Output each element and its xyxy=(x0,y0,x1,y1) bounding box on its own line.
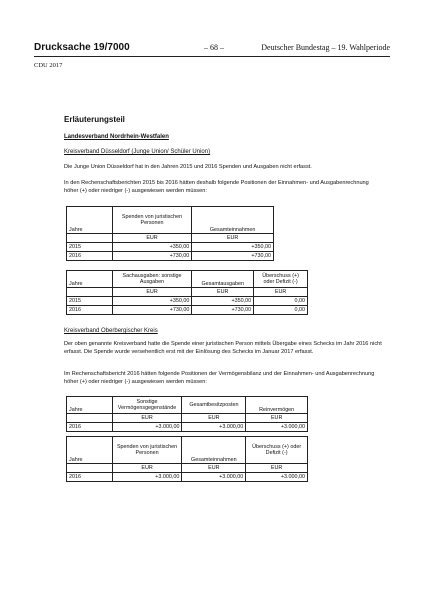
kv2-table-income xyxy=(66,436,308,482)
table-cell: 2015 xyxy=(67,243,113,252)
table-unit-cell: EUR xyxy=(192,234,274,243)
kv2-table-assets xyxy=(66,396,308,432)
table-cell: +350,00 xyxy=(112,297,192,306)
table-unit-cell: EUR xyxy=(182,464,246,473)
section-title: Erläuterungsteil xyxy=(64,115,125,124)
table-cell: +730,00 xyxy=(192,306,254,315)
table-cell: +730,00 xyxy=(192,252,274,261)
table-row xyxy=(67,423,308,432)
kv2-paragraph-2: Im Rechenschaftsbericht 2016 hätten folgende Positionen der Vermögensbilanz und der Einnahmen- und Ausgabenrechnung höher (+) oder niedriger (-) ausgewiesen werden müssen: xyxy=(64,371,375,385)
table-cell: +730,00 xyxy=(112,306,192,315)
table-cell: 2016 xyxy=(67,306,113,315)
table-cell: +730,00 xyxy=(112,252,192,261)
table-header-cell: Gesamteinnahmen xyxy=(182,437,246,464)
kv2-paragraph-1: Der oben genannte Kreisverband hatte die Spende einer juristischen Person mittels Übergabe eines Schecks im Jahr 2016 nicht erfasst. Die Spende wurde versehentlich erst mit der Einlösung des Schecks im Januar 2017 erfasst. xyxy=(64,341,382,355)
table-cell: +3.000,00 xyxy=(246,473,308,482)
table-row xyxy=(67,473,308,482)
table-header-row xyxy=(67,271,308,288)
table-unit-cell: EUR xyxy=(112,234,192,243)
kv1-table-income xyxy=(66,206,274,261)
table-row xyxy=(67,252,274,261)
header-right: Deutscher Bundestag – 19. Wahlperiode xyxy=(261,43,390,52)
table-header-cell: Sachausgaben: sonstige Ausgaben xyxy=(112,271,192,288)
table-cell: +3.000,00 xyxy=(182,423,246,432)
table-unit-cell xyxy=(67,234,113,243)
table-unit-row xyxy=(67,414,308,423)
table-header-cell: Jahre xyxy=(67,397,113,414)
table-cell: +3.000,00 xyxy=(182,473,246,482)
table-cell: +3.000,00 xyxy=(246,423,308,432)
page-number: – 68 – xyxy=(204,43,224,52)
table-cell: +350,00 xyxy=(192,297,254,306)
table-header-cell: Jahre xyxy=(67,207,113,234)
table-unit-row xyxy=(67,234,274,243)
kv1-heading: Kreisverband Düsseldorf (Junge Union/ Schüler Union) xyxy=(64,149,211,155)
table-unit-cell: EUR xyxy=(192,288,254,297)
kv1-paragraph-2: In den Rechenschaftsberichten 2015 bis 2016 hätten deshalb folgende Positionen der Einnahmen- und Ausgabenrechnung höher (+) oder niedriger (-) ausgewiesen werden müssen: xyxy=(64,180,369,194)
table-cell: +3.000,00 xyxy=(112,473,182,482)
kv1-paragraph-1: Die Junge Union Düsseldorf hat in den Jahren 2015 und 2016 Spenden und Ausgaben nicht erfasst. xyxy=(64,164,312,170)
table-header-row xyxy=(67,397,308,414)
table-unit-cell: EUR xyxy=(112,464,182,473)
table-unit-cell: EUR xyxy=(246,464,308,473)
table-cell: 2016 xyxy=(67,423,113,432)
table-cell: +3.000,00 xyxy=(112,423,182,432)
table-header-cell: Gesamteinnahmen xyxy=(192,207,274,234)
kv1-table-expenses xyxy=(66,270,308,315)
table-header-cell: Gesamtbesitzposten xyxy=(182,397,246,414)
table-unit-cell xyxy=(67,414,113,423)
table-row xyxy=(67,297,308,306)
table-header-row xyxy=(67,437,308,464)
table-unit-cell xyxy=(67,464,113,473)
table-row xyxy=(67,306,308,315)
table-header-cell: Gesamtausgaben xyxy=(192,271,254,288)
table-unit-cell: EUR xyxy=(112,414,182,423)
table-row xyxy=(67,243,274,252)
table-header-cell: Jahre xyxy=(67,271,113,288)
table-header-cell: Jahre xyxy=(67,437,113,464)
table-header-cell: Spenden von juristischen Personen xyxy=(112,437,182,464)
table-unit-cell xyxy=(67,288,113,297)
kv2-heading: Kreisverband Oberbergischer Kreis xyxy=(64,328,158,334)
document-number: Drucksache 19/7000 xyxy=(34,42,130,53)
table-unit-cell: EUR xyxy=(246,414,308,423)
table-unit-cell: EUR xyxy=(112,288,192,297)
table-unit-cell: EUR xyxy=(182,414,246,423)
table-cell: 2015 xyxy=(67,297,113,306)
table-cell: 2016 xyxy=(67,252,113,261)
table-header-cell: Überschuss (+) oder Defizit (-) xyxy=(246,437,308,464)
table-cell: 0,00 xyxy=(254,306,308,315)
landesverband-heading: Landesverband Nordrhein-Westfalen xyxy=(64,134,169,140)
table-header-cell: Sonstige Vermögensgegenstände xyxy=(112,397,182,414)
table-cell: +350,00 xyxy=(112,243,192,252)
table-cell: +350,00 xyxy=(192,243,274,252)
table-unit-row xyxy=(67,464,308,473)
page-header xyxy=(34,42,390,57)
party-label: CDU 2017 xyxy=(34,62,63,69)
table-unit-row xyxy=(67,288,308,297)
table-header-cell: Reinvermögen xyxy=(246,397,308,414)
table-cell: 2016 xyxy=(67,473,113,482)
table-unit-cell: EUR xyxy=(254,288,308,297)
table-header-row xyxy=(67,207,274,234)
table-header-cell: Spenden von juristischen Personen xyxy=(112,207,192,234)
table-cell: 0,00 xyxy=(254,297,308,306)
table-header-cell: Überschuss (+) oder Defizit (-) xyxy=(254,271,308,288)
